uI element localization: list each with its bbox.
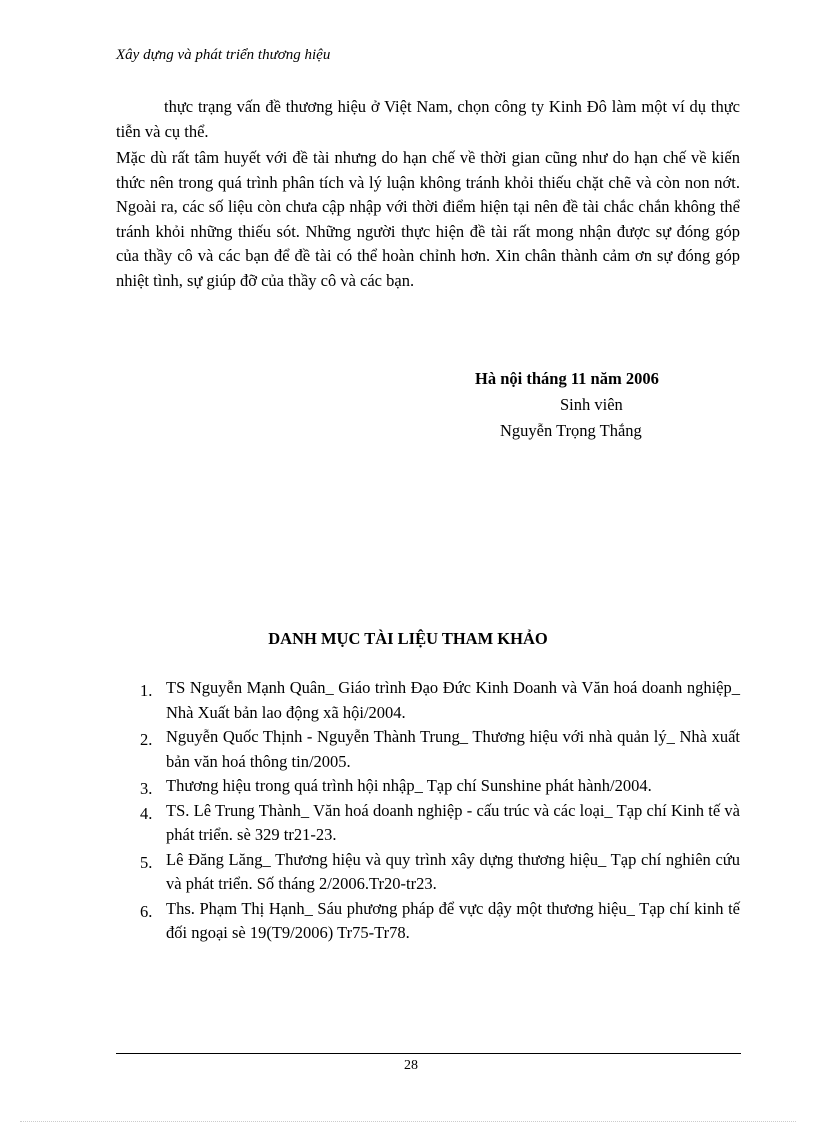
reference-text: Nguyễn Quốc Thịnh - Nguyễn Thành Trung_ Thương hiệu với nhà quản lý_ Nhà xuất bản văn hoá thông tin/2005. [166, 727, 740, 771]
references-list [140, 676, 740, 946]
paragraph-1: thực trạng vấn đề thương hiệu ở Việt Nam, chọn công ty Kinh Đô làm một ví dụ thực tiễn và cụ thể. [116, 97, 740, 141]
reference-number: 2. [140, 730, 153, 749]
footer-divider [116, 1053, 741, 1054]
reference-text: TS. Lê Trung Thành_ Văn hoá doanh nghiệp - cấu trúc và các loại_ Tạp chí Kinh tế và phát triển. sè 329 tr21-23. [166, 800, 740, 844]
reference-number: 4. [140, 803, 153, 823]
reference-item [140, 848, 740, 897]
reference-number: 5. [140, 852, 153, 872]
page-number: 28 [404, 1058, 418, 1073]
reference-text: Ths. Phạm Thị Hạnh_ Sáu phương pháp để vực dậy một thương hiệu_ Tạp chí kinh tế đối ngoại sè 19(T9/2006) Tr75-Tr78. [166, 898, 740, 942]
reference-item [140, 725, 740, 774]
reference-number: 1. [140, 681, 153, 700]
reference-item [140, 676, 740, 725]
running-header: Xây dựng và phát triển thương hiệu [116, 47, 331, 63]
reference-text: Lê Đăng Lăng_ Thương hiệu và quy trình xây dựng thương hiệu_ Tạp chí nghiên cứu và phát triển. Số tháng 2/2006.Tr20-tr23. [166, 849, 740, 893]
signature-name: Nguyễn Trọng Thắng [500, 421, 642, 440]
reference-number: 3. [140, 779, 153, 798]
reference-item [140, 799, 740, 848]
reference-number: 6. [140, 901, 153, 921]
reference-text: Thương hiệu trong quá trình hội nhập_ Tạp chí Sunshine phát hành/2004. [166, 776, 652, 795]
reference-item [140, 774, 740, 799]
reference-text: TS Nguyễn Mạnh Quân_ Giáo trình Đạo Đức Kinh Doanh và Văn hoá doanh nghiệp_ Nhà Xuất bản lao động xã hội/2004. [166, 678, 740, 722]
signature-date: Hà nội tháng 11 năm 2006 [475, 369, 659, 388]
signature-role: Sinh viên [560, 395, 623, 414]
reference-item [140, 897, 740, 946]
paragraph-2: Mặc dù rất tâm huyết với đề tài nhưng do hạn chế về thời gian cũng như do hạn chế về kiến thức nên trong quá trình phân tích và lý luận không tránh khỏi thiếu chặt chẽ và còn non nớt. Ngoài ra, các số liệu còn chưa cập nhập với thời điểm hiện tại nên đề tài chắc chắn không thể tránh khỏi những thiếu sót. Những người thực hiện đề tài rất mong nhận được sự đóng góp của thầy cô và các bạn để đề tài có thể hoàn chỉnh hơn. Xin chân thành cảm ơn sự đóng góp nhiệt tình, sự giúp đỡ của thầy cô và các bạn. [116, 148, 740, 290]
page-bottom-border [20, 1121, 796, 1122]
references-title: DANH MỤC TÀI LIỆU THAM KHẢO [268, 629, 548, 648]
